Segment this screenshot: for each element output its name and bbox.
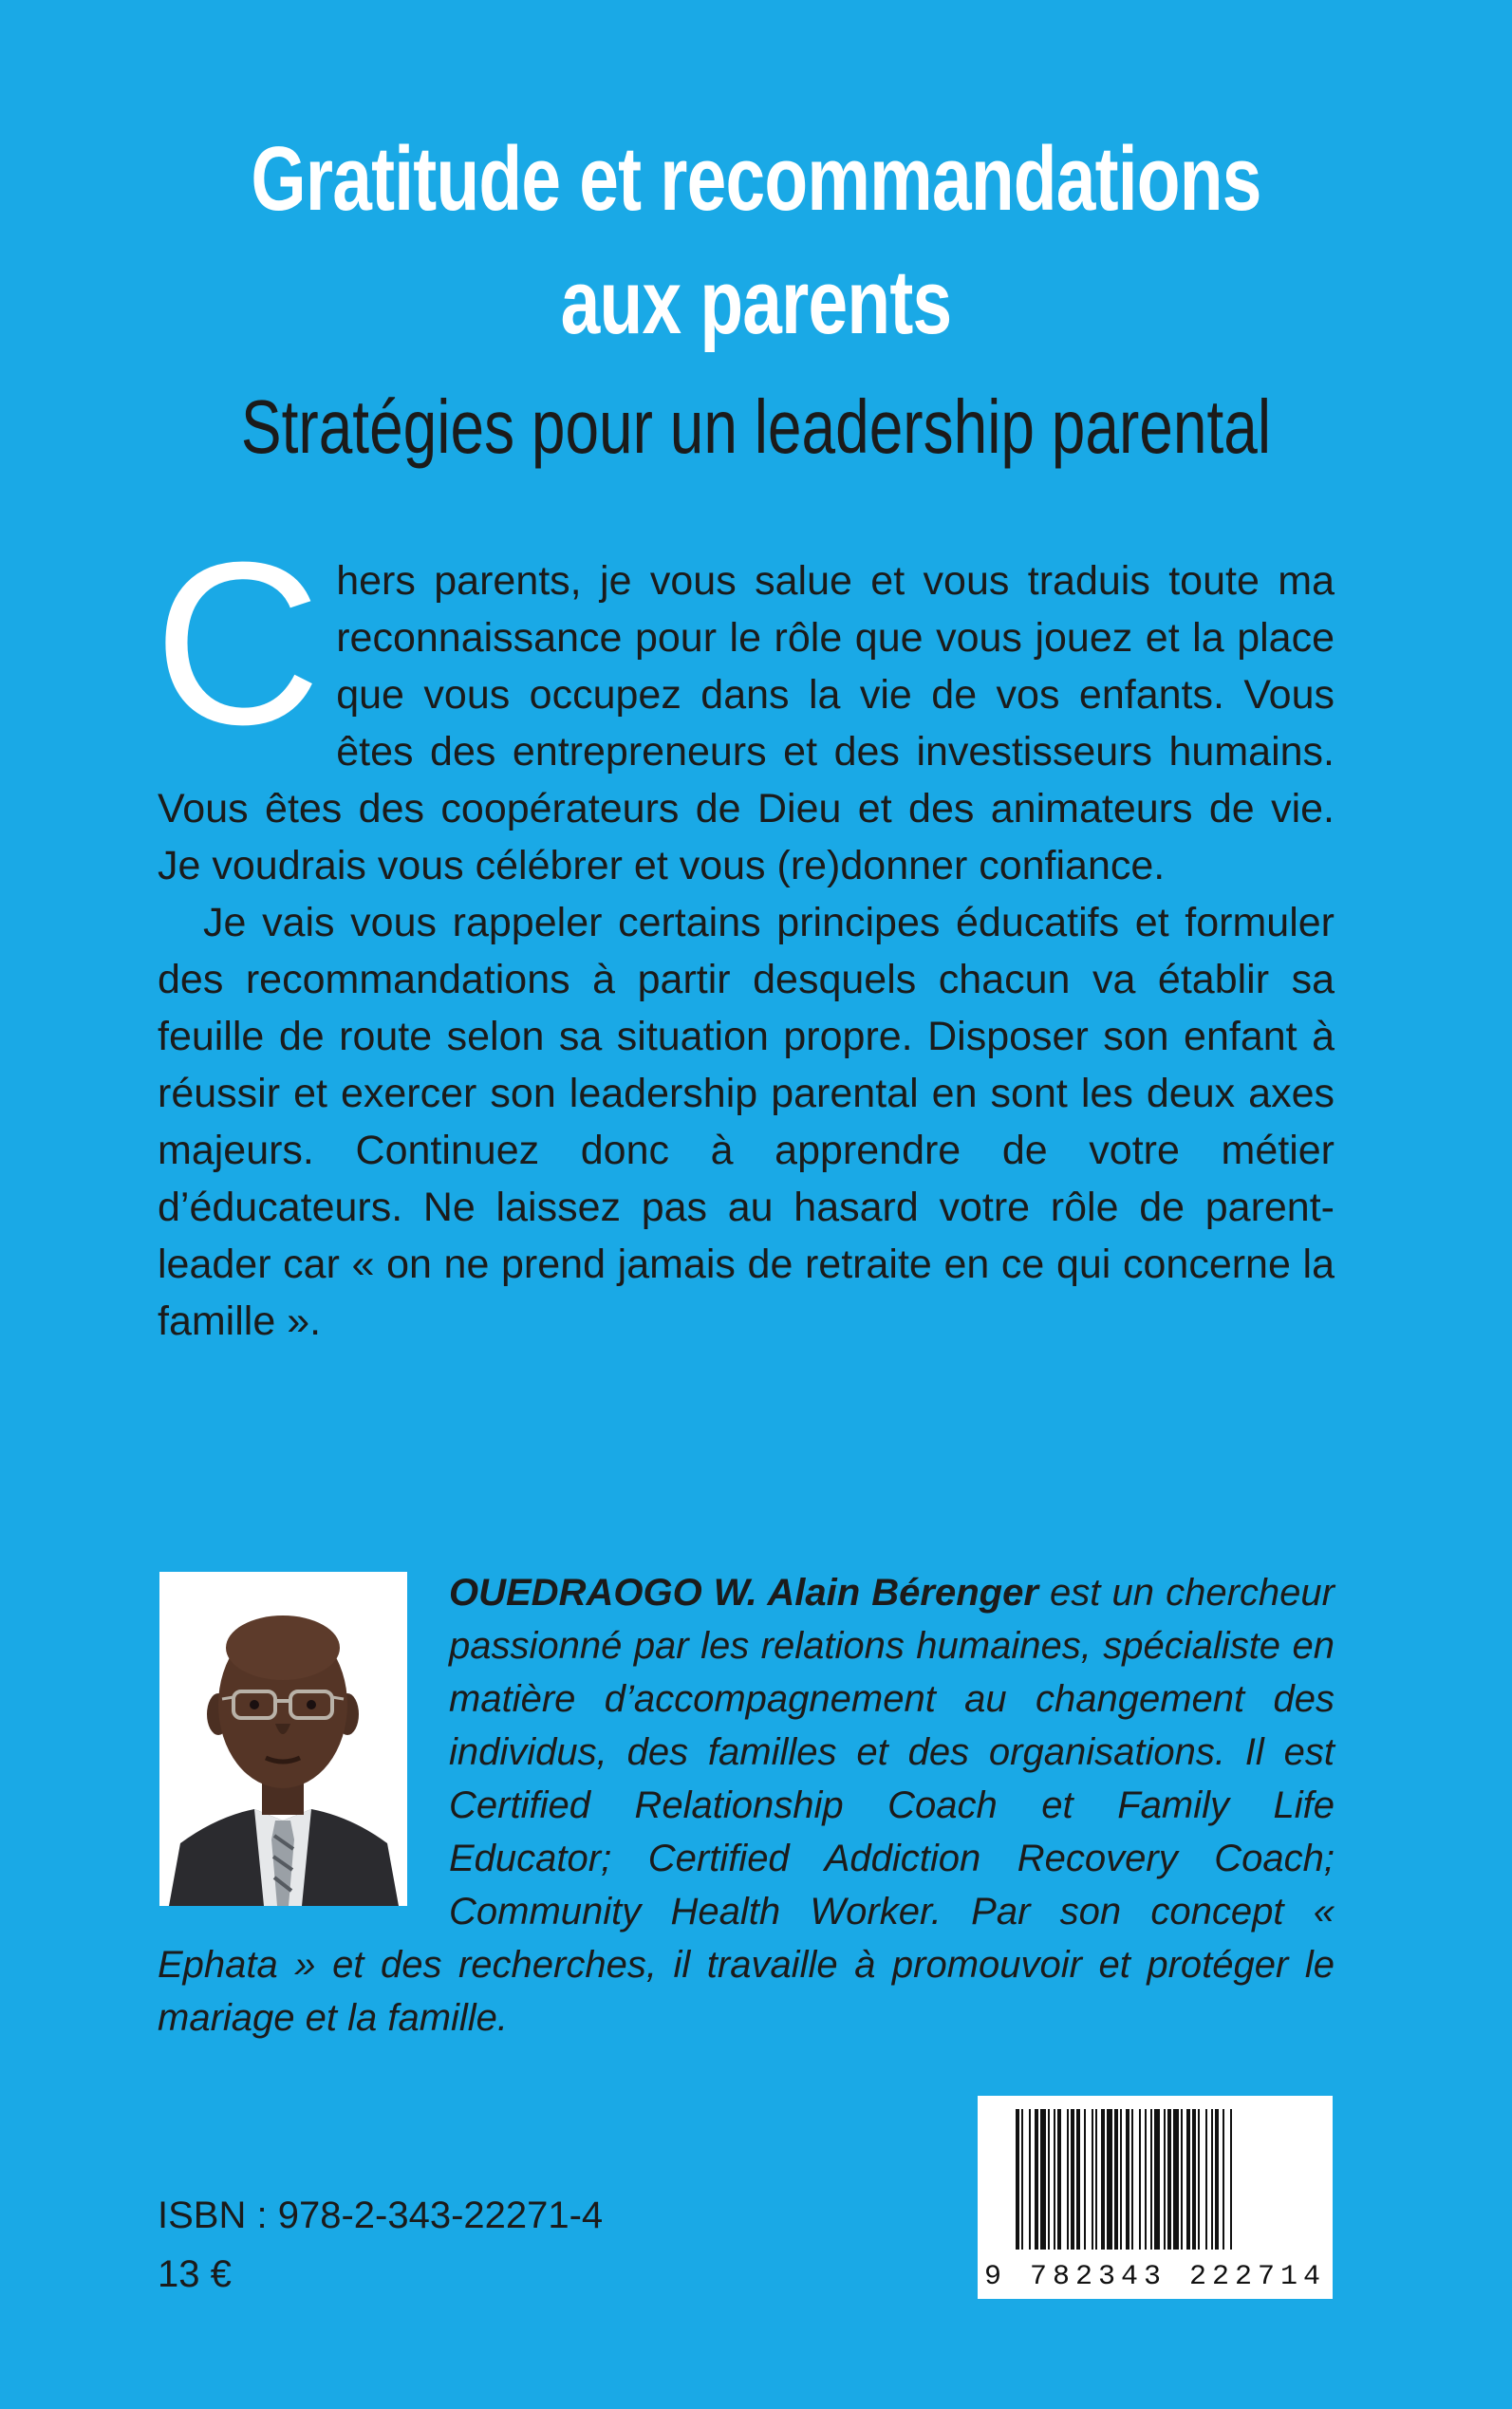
barcode-bar bbox=[1230, 2109, 1232, 2250]
barcode-bar bbox=[1057, 2109, 1061, 2250]
title-line-1: Gratitude et recommandations bbox=[251, 128, 1261, 230]
author-portrait-icon bbox=[159, 1572, 407, 1906]
drop-cap: C bbox=[154, 514, 322, 773]
barcode-bar bbox=[1040, 2109, 1046, 2250]
barcode-bar bbox=[1215, 2109, 1219, 2250]
book-title bbox=[166, 118, 1346, 364]
barcode-digits: 9 782343 222714 bbox=[983, 2261, 1327, 2293]
blurb-paragraph-2: Je vais vous rappeler certains principes éducatifs et formuler des recommandations à partir desquels chacun va établir sa feuille de route selon sa situation propre. Disposer son enfant à réussir et exercer son leadership parental en sont les deux axes majeurs. Continuez donc à apprendre de votre métier d’éducateurs. Ne laissez pas au hasard votre rôle de parent-leader car « on ne prend jamais de retraite en ce qui concerne la famille ». bbox=[158, 900, 1335, 1344]
barcode-bar bbox=[1154, 2109, 1160, 2250]
barcode-bar bbox=[1016, 2109, 1019, 2250]
barcode-bar bbox=[1054, 2109, 1055, 2250]
barcode-bar bbox=[1084, 2109, 1086, 2250]
barcode-bar bbox=[1181, 2109, 1183, 2250]
author-bio bbox=[158, 1566, 1335, 2045]
barcode bbox=[978, 2096, 1333, 2299]
barcode-bar bbox=[1029, 2109, 1031, 2250]
barcode-bar bbox=[1048, 2109, 1050, 2250]
author-bio-text: est un chercheur passionné par les relations humaines, spécialiste en matière d’accompagnement au changement des individus, des familles et des organisations. Il est Certified Relationship Coach et Family Life Educator; Certified Addiction Recovery Coach; Community Health Worker. Par son concept « Ephata » et des recherches, il travaille à promouvoir et protéger le mariage et la famille. bbox=[158, 1572, 1335, 2039]
barcode-bar bbox=[1186, 2109, 1190, 2250]
barcode-bar bbox=[1067, 2109, 1069, 2250]
barcode-bar bbox=[1107, 2109, 1112, 2250]
book-subtitle: Stratégies pour un leadership parental bbox=[240, 384, 1272, 469]
barcode-bar bbox=[1101, 2109, 1105, 2250]
barcode-bar bbox=[1076, 2109, 1080, 2250]
author-photo bbox=[159, 1572, 407, 1906]
barcode-bar bbox=[1092, 2109, 1093, 2250]
barcode-bar bbox=[1173, 2109, 1179, 2250]
barcode-bar bbox=[1139, 2109, 1141, 2250]
isbn: ISBN : 978-2-343-22271-4 bbox=[158, 2194, 604, 2236]
barcode-bar bbox=[1211, 2109, 1213, 2250]
barcode-bar bbox=[1198, 2109, 1200, 2250]
barcode-bar bbox=[1223, 2109, 1224, 2250]
barcode-bar bbox=[1114, 2109, 1118, 2250]
barcode-bar bbox=[1035, 2109, 1038, 2250]
barcode-bar bbox=[1205, 2109, 1207, 2250]
price: 13 € bbox=[158, 2253, 232, 2295]
title-line-2: aux parents bbox=[560, 252, 952, 353]
barcode-bar bbox=[1131, 2109, 1133, 2250]
author-name: OUEDRAOGO W. Alain Bérenger bbox=[449, 1572, 1038, 1614]
barcode-bar bbox=[1126, 2109, 1129, 2250]
barcode-bar bbox=[1071, 2109, 1074, 2250]
barcode-bar bbox=[1120, 2109, 1122, 2250]
blurb-paragraph-1 bbox=[154, 514, 1335, 894]
barcode-bar bbox=[1095, 2109, 1097, 2250]
barcode-bar bbox=[1167, 2109, 1171, 2250]
barcode-bar bbox=[1021, 2109, 1023, 2250]
barcode-bar bbox=[1164, 2109, 1166, 2250]
barcode-bar bbox=[1150, 2109, 1152, 2250]
blurb-text bbox=[154, 514, 1335, 1350]
barcode-bar bbox=[1145, 2109, 1147, 2250]
barcode-bar bbox=[1192, 2109, 1196, 2250]
paragraph-1-text: hers parents, je vous salue et vous traduis toute ma reconnaissance pour le rôle que vous jouez et la place que vous occupez dans la vie de vos enfants. Vous êtes des entrepreneurs et des investisseurs humains. Vous êtes des coopérateurs de Dieu et des animateurs de vie. Je voudrais vous célébrer et vous (re)donner confiance. bbox=[158, 558, 1335, 888]
